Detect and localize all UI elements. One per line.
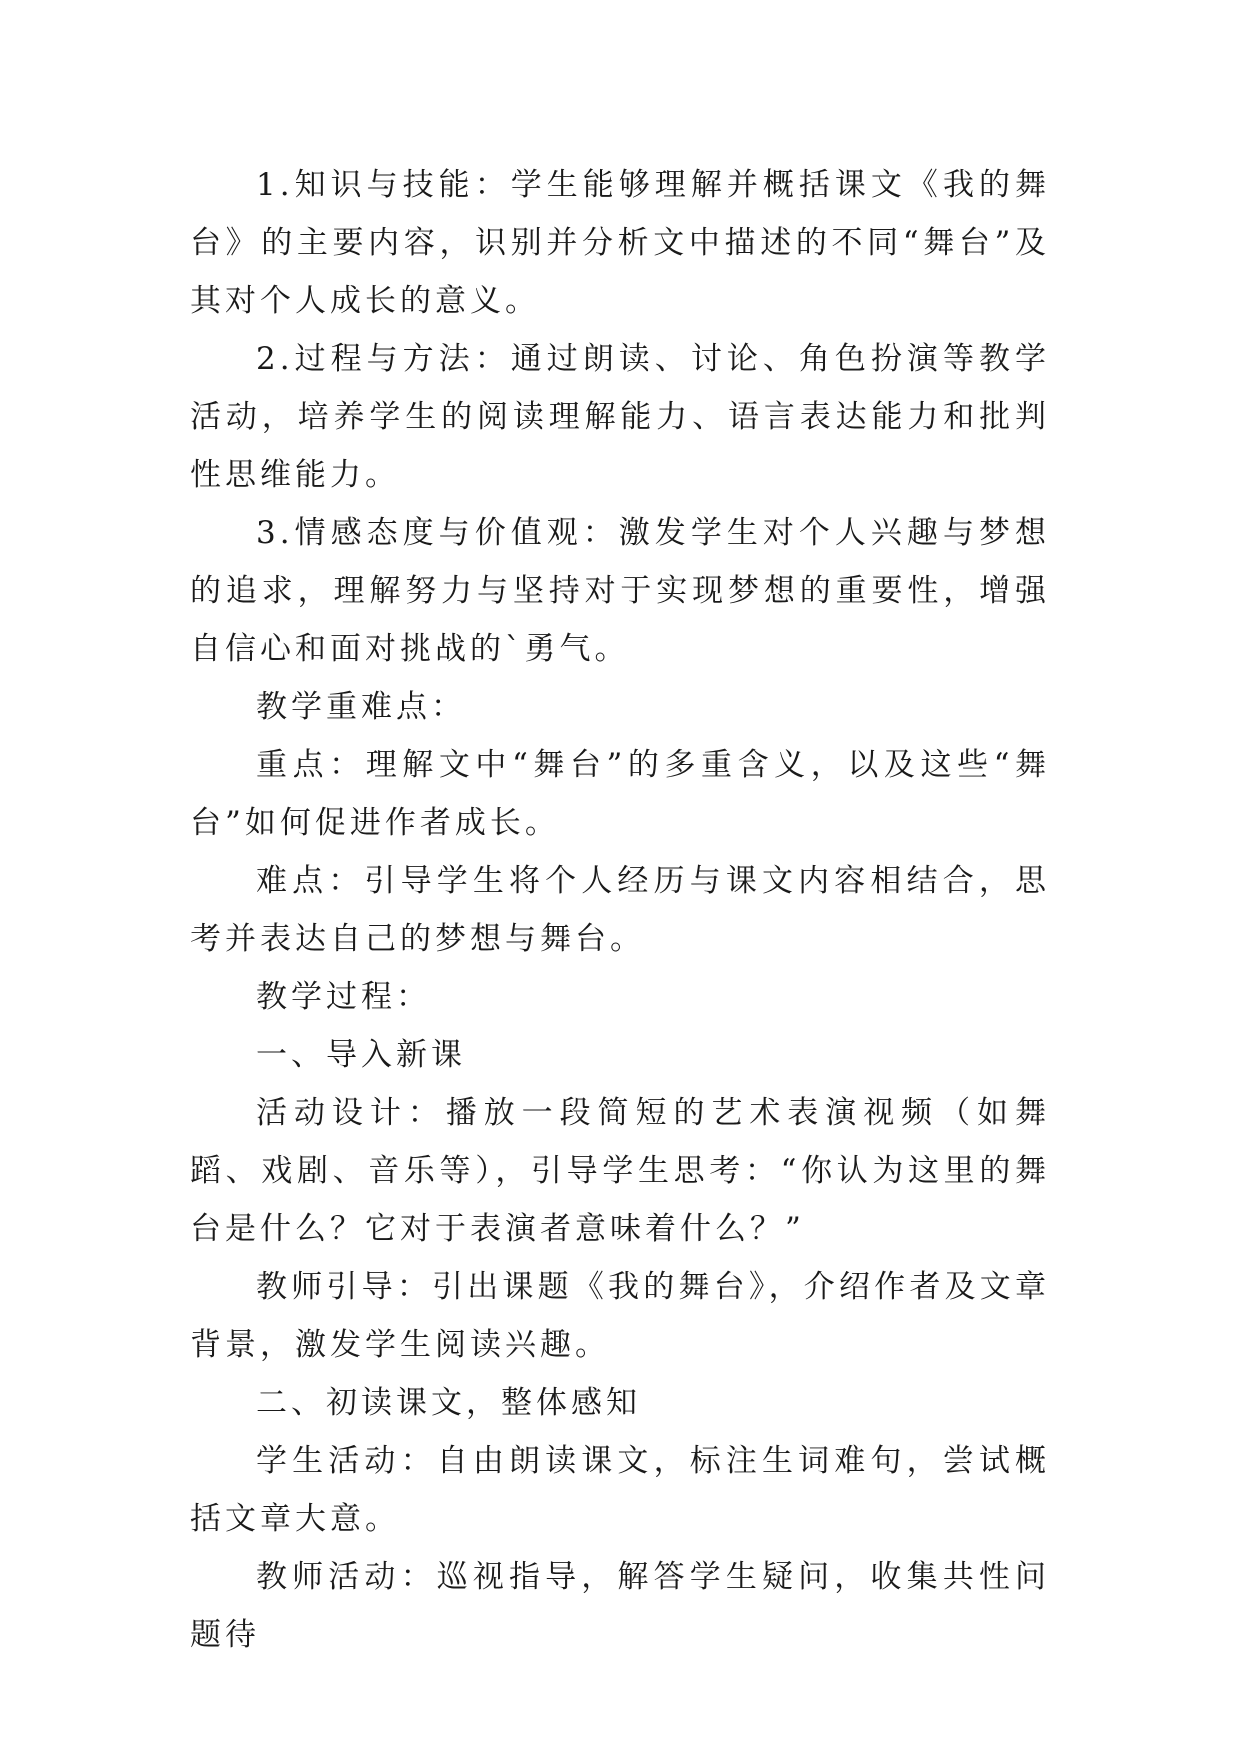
difficulty-paragraph: 难点：引导学生将个人经历与课文内容相结合，思考并表达自己的梦想与舞台。: [190, 863, 1050, 957]
document-body: [190, 156, 1050, 1664]
objective-emotion-paragraph: 3.情感态度与价值观：激发学生对个人兴趣与梦想的追求，理解努力与坚持对于实现梦想的重要性，增强自信心和面对挑战的`勇气。: [190, 515, 1050, 667]
student-activity-paragraph: 学生活动：自由朗读课文，标注生词难句，尝试概括文章大意。: [190, 1443, 1050, 1537]
objective-knowledge-paragraph: 1.知识与技能：学生能够理解并概括课文《我的舞台》的主要内容，识别并分析文中描述的不同“舞台”及其对个人成长的意义。: [190, 167, 1050, 319]
teacher-activity-paragraph: 教师活动：巡视指导，解答学生疑问，收集共性问题待: [190, 1559, 1050, 1653]
teaching-process-heading: 教学过程：: [256, 979, 431, 1015]
section-one-heading: 一、导入新课: [256, 1037, 466, 1073]
teacher-guidance-paragraph: 教师引导：引出课题《我的舞台》，介绍作者及文章背景，激发学生阅读兴趣。: [190, 1269, 1050, 1363]
key-point-paragraph: 重点：理解文中“舞台”的多重含义，以及这些“舞台”如何促进作者成长。: [190, 747, 1050, 841]
key-difficulties-heading: 教学重难点：: [256, 689, 466, 725]
section-two-heading: 二、初读课文，整体感知: [256, 1385, 641, 1421]
objective-process-paragraph: 2.过程与方法：通过朗读、讨论、角色扮演等教学活动，培养学生的阅读理解能力、语言表达能力和批判性思维能力。: [190, 341, 1050, 493]
activity-design-paragraph: 活动设计：播放一段简短的艺术表演视频（如舞蹈、戏剧、音乐等），引导学生思考：“你认为这里的舞台是什么？它对于表演者意味着什么？”: [190, 1095, 1050, 1247]
